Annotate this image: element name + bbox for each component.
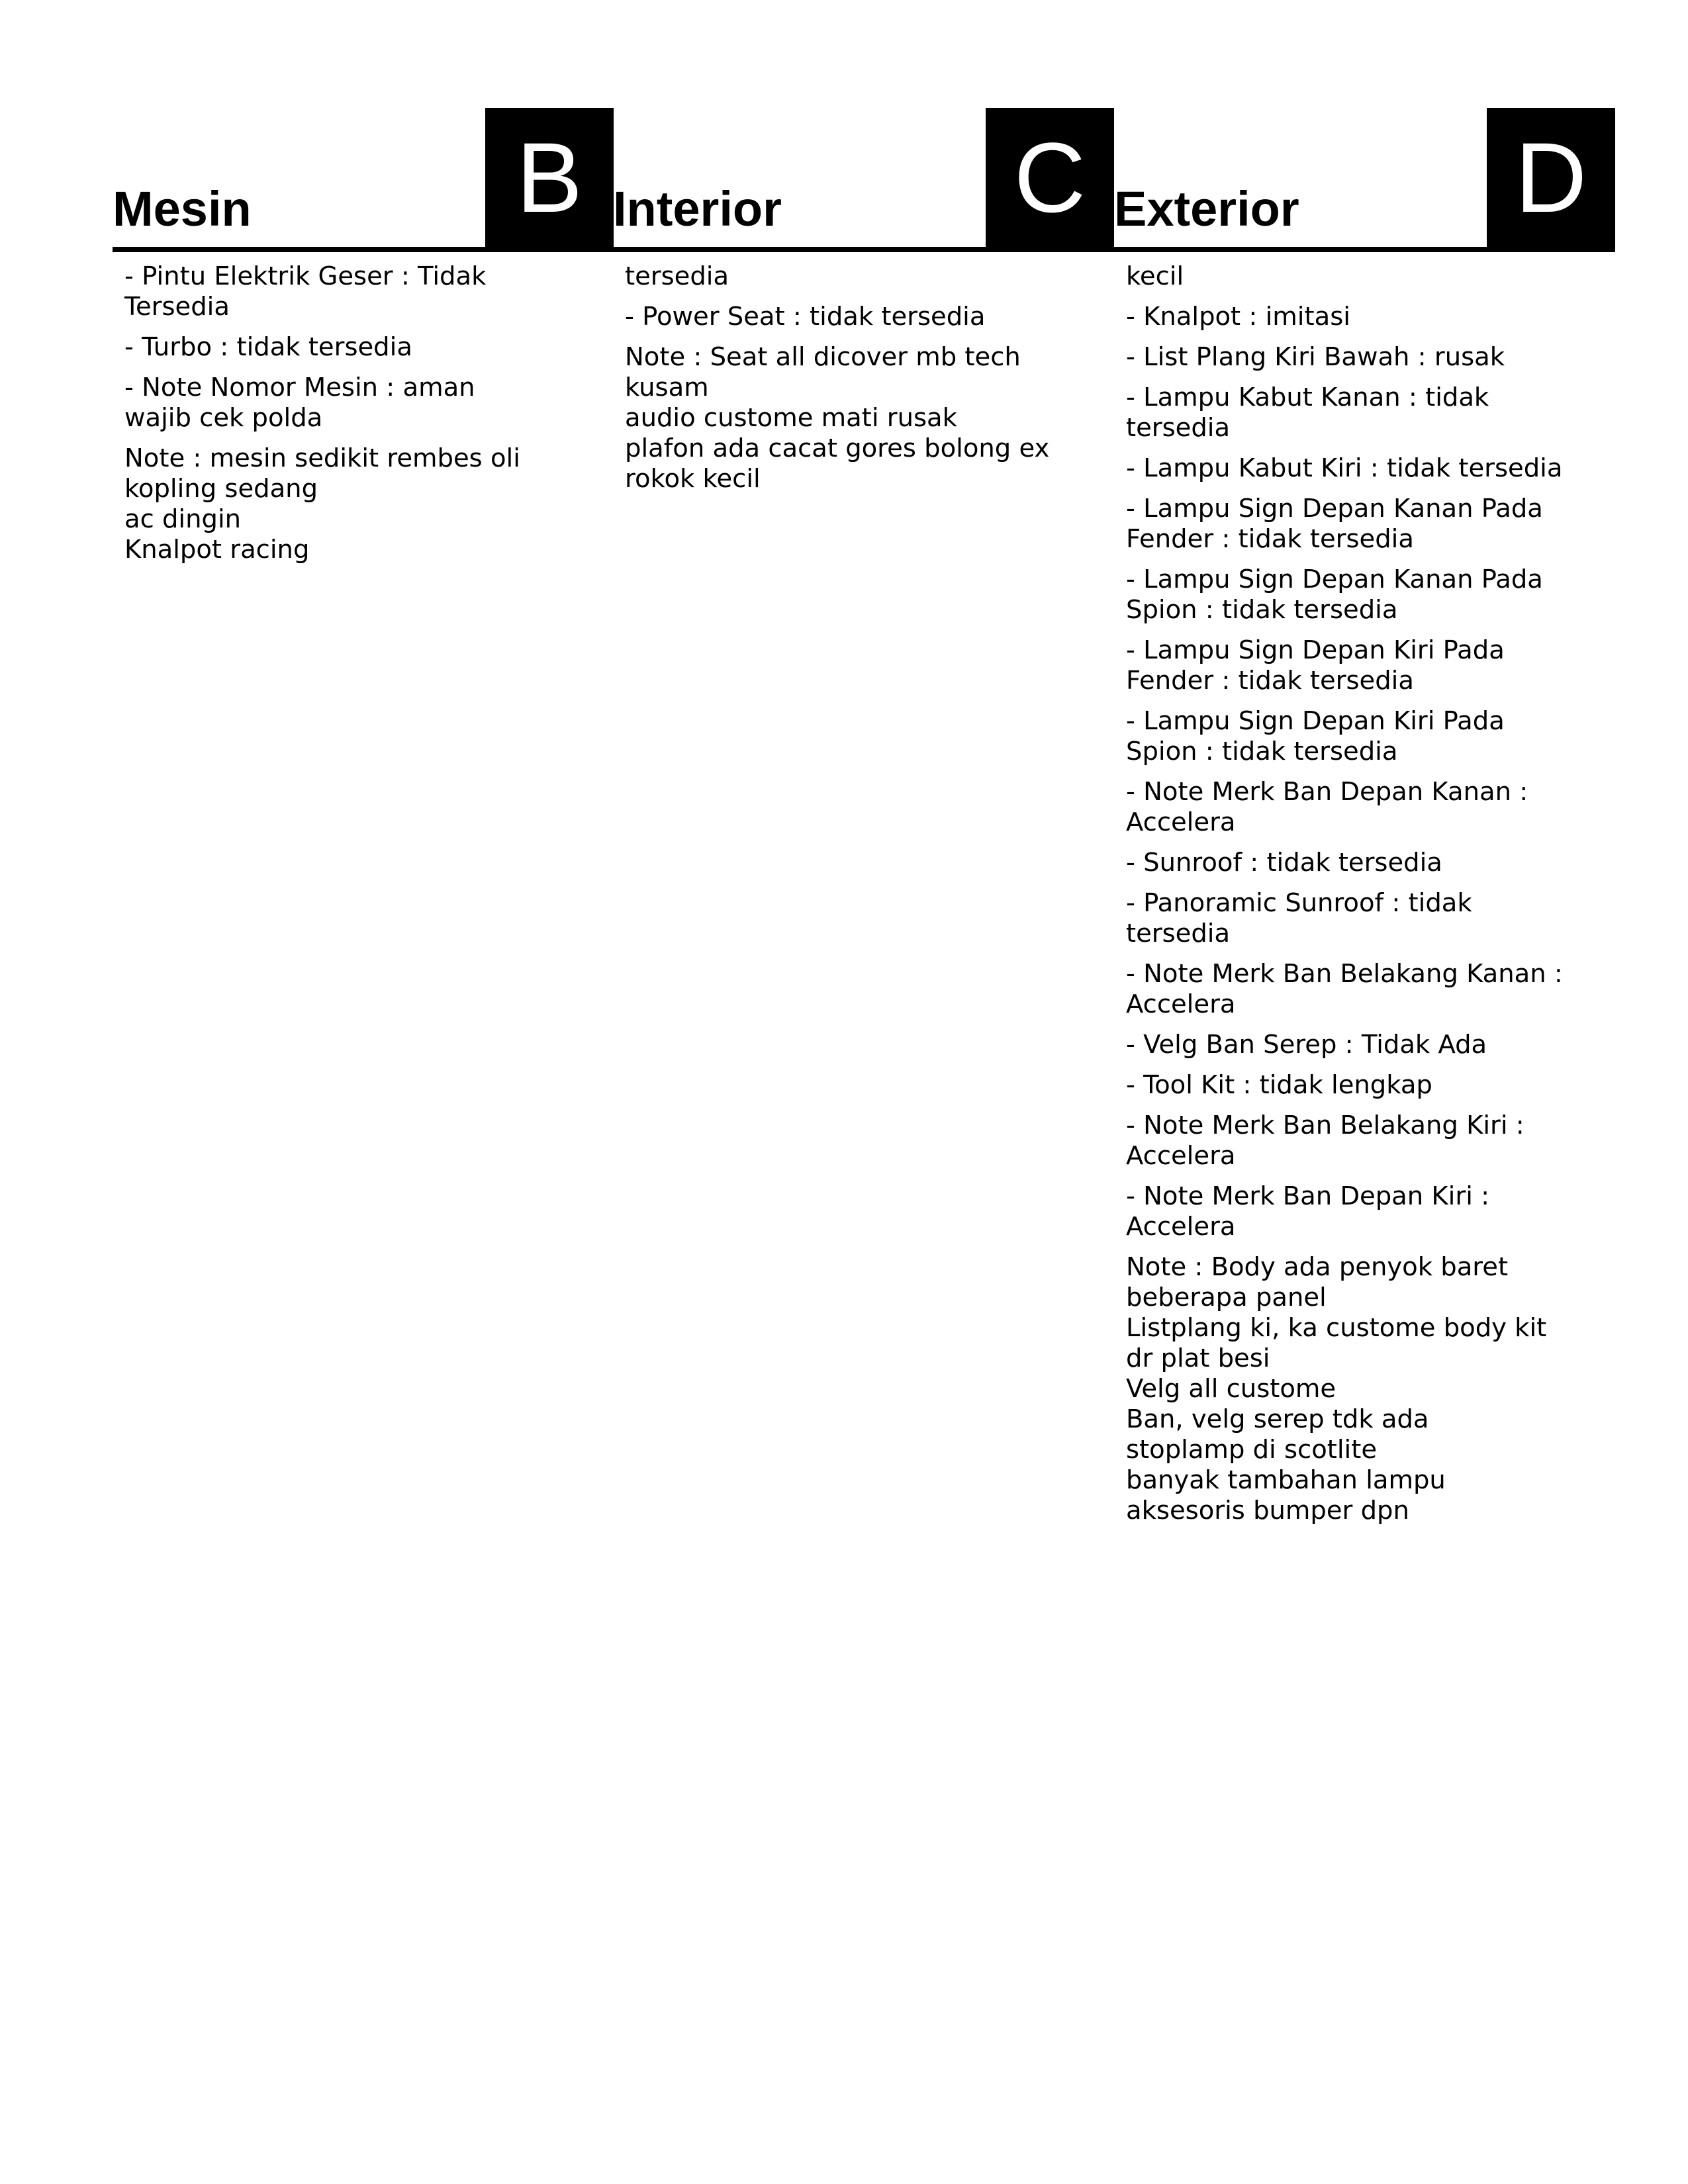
section-mesin: [113, 108, 614, 575]
list-item: - Lampu Kabut Kanan : tidak tersedia: [1126, 383, 1489, 443]
list-item: - Velg Ban Serep : Tidak Ada: [1126, 1030, 1487, 1060]
section-header: [613, 108, 1114, 252]
list-item: - Note Merk Ban Belakang Kanan : Accelera: [1126, 959, 1563, 1019]
section-item-list: [113, 261, 614, 565]
note-item: Note : Seat all dicover mb tech kusam audio custome mati rusak plafon ada cacat gores bolong ex rokok kecil: [625, 342, 1050, 494]
list-item: - Power Seat : tidak tersedia: [625, 302, 986, 332]
section-letter-badge: D: [1487, 108, 1615, 247]
list-item: - Note Merk Ban Depan Kiri : Accelera: [1126, 1181, 1490, 1242]
list-item: - Note Nomor Mesin : aman wajib cek polda: [124, 373, 475, 433]
section-header: [1114, 108, 1615, 252]
list-item: - Lampu Sign Depan Kanan Pada Spion : tidak tersedia: [1126, 565, 1543, 625]
list-item: - Lampu Sign Depan Kiri Pada Spion : tidak tersedia: [1126, 706, 1505, 766]
list-item: - Sunroof : tidak tersedia: [1126, 848, 1442, 878]
list-item: tersedia: [625, 261, 729, 291]
list-item: - Lampu Sign Depan Kiri Pada Fender : tidak tersedia: [1126, 635, 1505, 696]
section-title: Mesin: [113, 181, 252, 236]
list-item: - Tool Kit : tidak lengkap: [1126, 1070, 1432, 1100]
section-header: [113, 108, 614, 252]
section-interior: [613, 108, 1114, 504]
section-letter-badge: B: [485, 108, 614, 247]
note-item: Note : Body ada penyok baret beberapa panel Listplang ki, ka custome body kit dr plat besi Velg all custome Ban, velg serep tdk ada stoplamp di scotlite banyak tambahan lampu aksesoris bumper dpn: [1126, 1252, 1547, 1525]
list-item: - Note Merk Ban Depan Kanan : Accelera: [1126, 777, 1528, 837]
section-title: Exterior: [1114, 181, 1299, 236]
list-item: - Note Merk Ban Belakang Kiri : Accelera: [1126, 1111, 1524, 1171]
list-item: - Pintu Elektrik Geser : Tidak Tersedia: [124, 261, 487, 322]
list-item: - List Plang Kiri Bawah : rusak: [1126, 342, 1505, 372]
list-item: kecil: [1126, 261, 1184, 291]
list-item: - Turbo : tidak tersedia: [124, 332, 412, 362]
list-item: - Panoramic Sunroof : tidak tersedia: [1126, 888, 1472, 948]
section-letter-badge: C: [986, 108, 1114, 247]
list-item: - Lampu Sign Depan Kanan Pada Fender : tidak tersedia: [1126, 494, 1543, 554]
note-item: Note : mesin sedikit rembes oli kopling sedang ac dingin Knalpot racing: [124, 443, 520, 565]
list-item: - Lampu Kabut Kiri : tidak tersedia: [1126, 453, 1563, 483]
section-title: Interior: [613, 181, 782, 236]
section-exterior: [1114, 108, 1615, 1536]
list-item: - Knalpot : imitasi: [1126, 302, 1350, 332]
section-item-list: [613, 261, 1114, 494]
section-item-list: [1114, 261, 1615, 1526]
